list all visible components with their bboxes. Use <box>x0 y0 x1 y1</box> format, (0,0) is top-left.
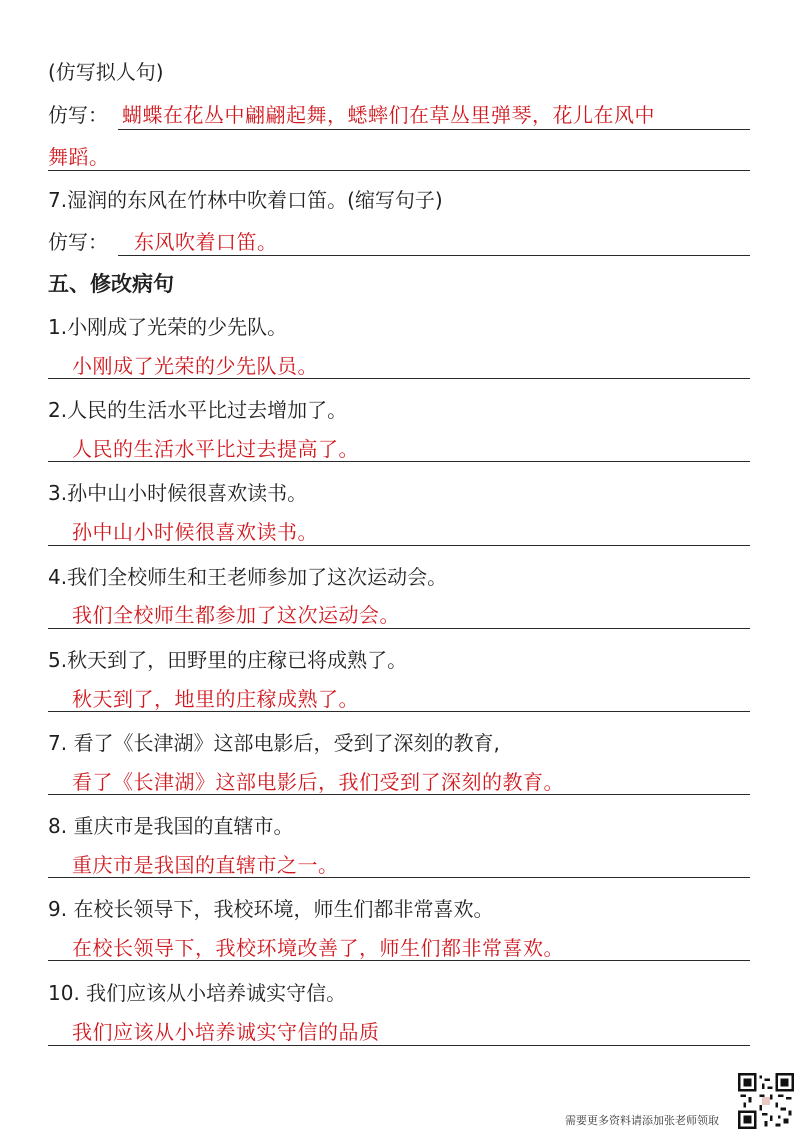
ex7-label: 仿写： <box>48 230 108 254</box>
question-1: 1.小刚成了光荣的少先队。 <box>48 315 288 339</box>
answer-5: 秋天到了，地里的庄稼成熟了。 <box>72 687 359 711</box>
answer-3: 孙中山小时候很喜欢读书。 <box>72 520 318 544</box>
answer-2: 人民的生活水平比过去提高了。 <box>72 437 359 461</box>
answer-rule <box>48 378 750 379</box>
question-8: 8. 重庆市是我国的直辖市。 <box>48 814 294 838</box>
answer-10: 我们应该从小培养诚实守信的品质 <box>72 1020 380 1044</box>
answer-8: 重庆市是我国的直辖市之一。 <box>72 853 339 877</box>
ex6-instruction: (仿写拟人句) <box>48 60 164 84</box>
question-10: 10. 我们应该从小培养诚实守信。 <box>48 981 347 1005</box>
question-4: 4.我们全校师生和王老师参加了这次运动会。 <box>48 565 448 589</box>
answer-rule <box>48 628 750 629</box>
answer-rule <box>118 255 750 256</box>
answer-rule <box>48 545 750 546</box>
ex7-question: 7.湿润的东风在竹林中吹着口笛。(缩写句子) <box>48 188 443 212</box>
answer-rule <box>48 960 750 961</box>
question-5: 5.秋天到了，田野里的庄稼已将成熟了。 <box>48 648 408 672</box>
answer-rule <box>48 794 750 795</box>
question-3: 3.孙中山小时候很喜欢读书。 <box>48 481 308 505</box>
answer-rule <box>48 170 750 171</box>
question-9: 9. 在校长领导下，我校环境，师生们都非常喜欢。 <box>48 897 494 921</box>
ex6-answer-line1: 蝴蝶在花丛中翩翩起舞，蟋蟀们在草丛里弹琴，花儿在风中 <box>122 103 655 127</box>
answer-rule <box>48 877 750 878</box>
answer-rule <box>48 711 750 712</box>
footer-note: 需要更多资料请添加张老师领取 <box>565 1114 719 1127</box>
answer-rule <box>48 461 750 462</box>
question-7: 7. 看了《长津湖》这部电影后，受到了深刻的教育, <box>48 731 500 755</box>
answer-7: 看了《长津湖》这部电影后，我们受到了深刻的教育。 <box>72 770 564 794</box>
answer-rule <box>48 1045 750 1046</box>
answer-9: 在校长领导下，我校环境改善了，师生们都非常喜欢。 <box>72 936 564 960</box>
answer-4: 我们全校师生都参加了这次运动会。 <box>72 603 400 627</box>
answer-1: 小刚成了光荣的少先队员。 <box>72 354 318 378</box>
question-2: 2.人民的生活水平比过去增加了。 <box>48 398 348 422</box>
answer-rule <box>118 129 750 130</box>
ex7-answer: 东风吹着口笛。 <box>134 230 278 254</box>
section-heading: 五、修改病句 <box>48 272 174 296</box>
ex6-answer-line2: 舞蹈。 <box>48 145 110 169</box>
qr-code-image <box>738 1073 794 1129</box>
ex6-label: 仿写： <box>48 103 108 127</box>
